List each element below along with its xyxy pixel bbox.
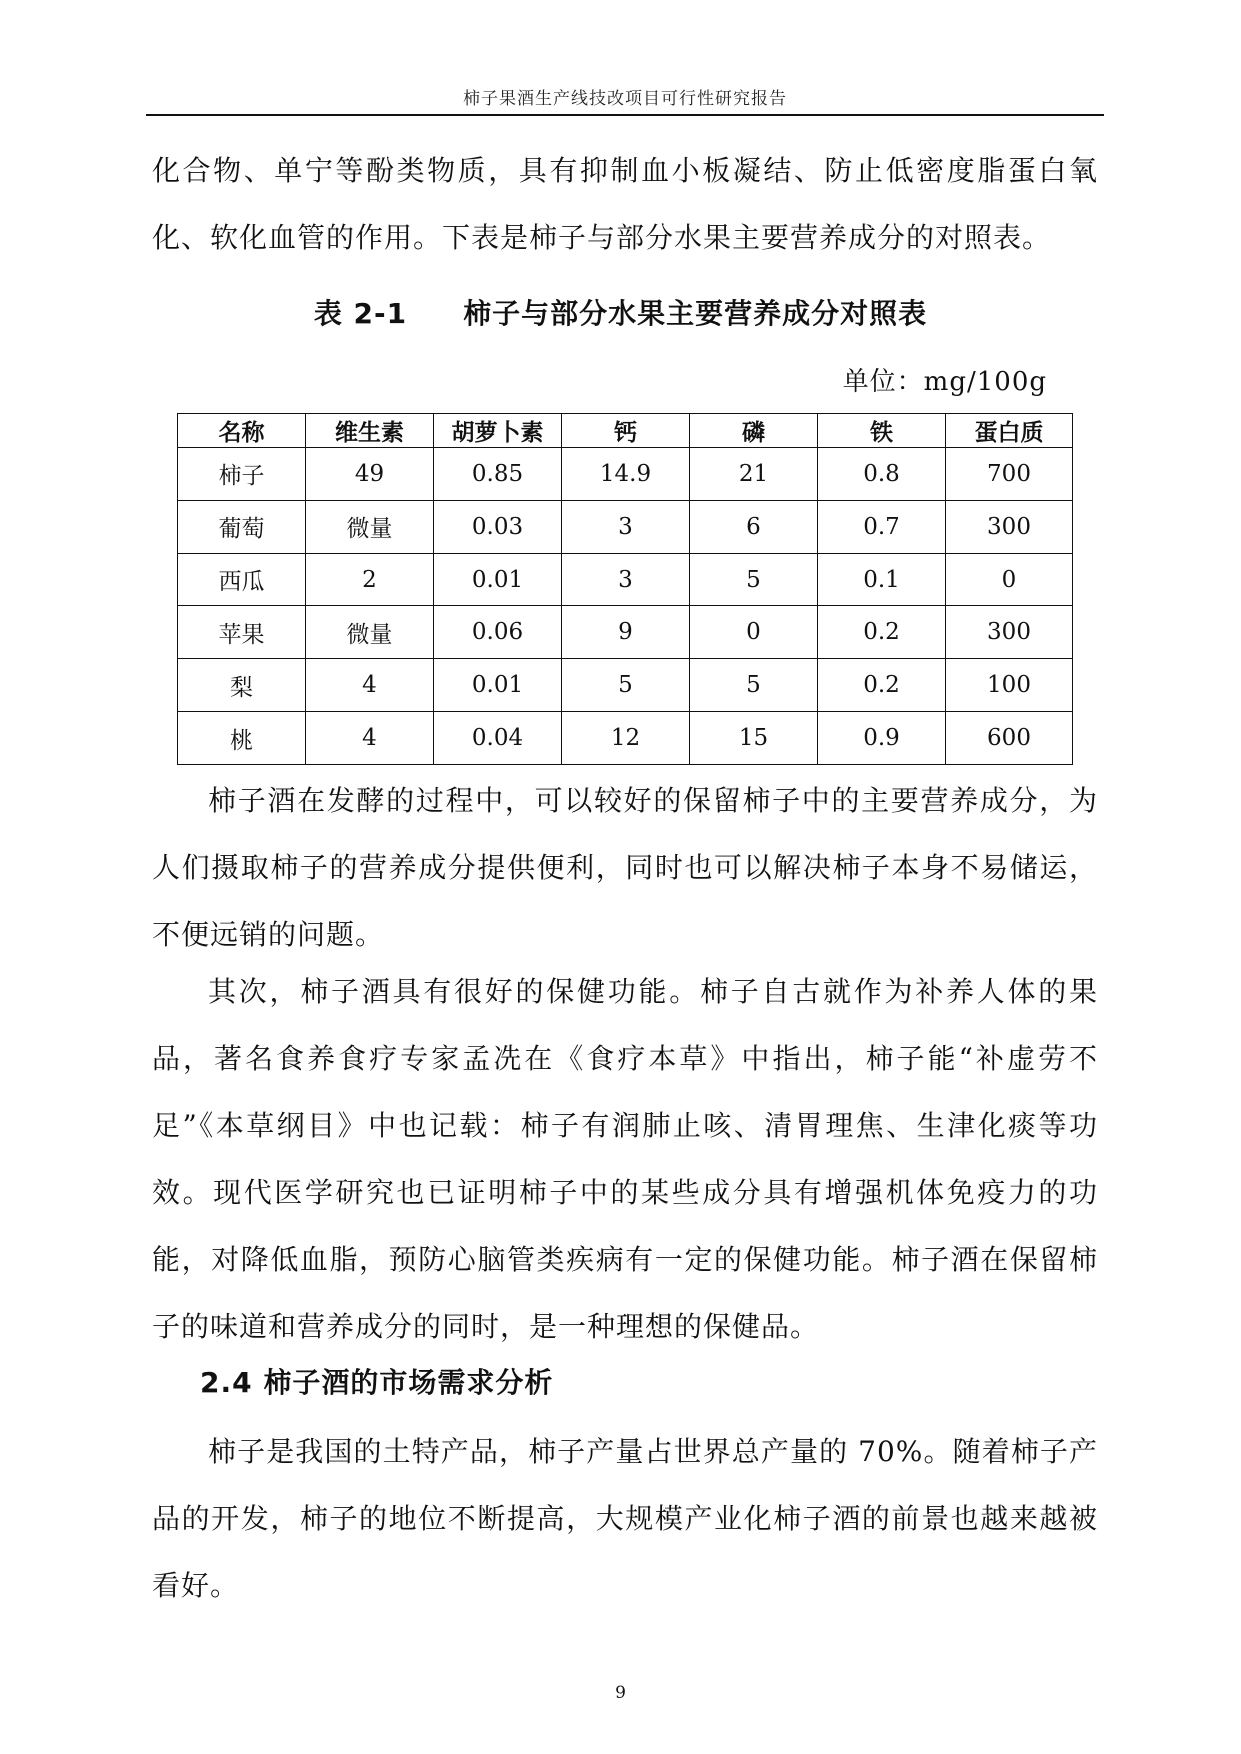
section-heading: 2.4 柿子酒的市场需求分析 [200, 1366, 554, 1399]
table-cell: 0.2 [818, 606, 946, 659]
header-carotene: 胡萝卜素 [434, 414, 562, 448]
paragraph-market-demand: 柿子是我国的土特产品，柿子产量占世界总产量的 70%。随着柿子产品的开发，柿子的地位不断提高，大规模产业化柿子酒的前景也越来越被看好。 [152, 1435, 1098, 1602]
table-cell: 柿子 [178, 448, 306, 501]
table-cell: 西瓜 [178, 553, 306, 606]
table-cell: 桃 [178, 712, 306, 765]
page-number: 9 [615, 1683, 626, 1703]
table-cell: 梨 [178, 659, 306, 712]
table-cell: 700 [946, 448, 1073, 501]
table-caption-title: 柿子与部分水果主要营养成分对照表 [463, 297, 928, 330]
table-cell: 0.04 [434, 712, 562, 765]
table-row [178, 448, 1073, 501]
table-cell: 6 [690, 500, 818, 553]
table-cell: 3 [562, 500, 690, 553]
table-cell: 5 [690, 659, 818, 712]
table-cell: 0 [690, 606, 818, 659]
table-cell: 0.7 [818, 500, 946, 553]
table-row [178, 659, 1073, 712]
paragraph-health-function: 其次，柿子酒具有很好的保健功能。柿子自古就作为补养人体的果品，著名食养食疗专家孟冼在《食疗本草》中指出，柿子能“补虚劳不足”《本草纲目》中也记载：柿子有润肺止咳、清胃理焦、生津化痰等功效。现代医学研究也已证明柿子中的某些成分具有增强机体免疫力的功能，对降低血脂，预防心脑管类疾病有一定的保健功能。柿子酒在保留柿子的味道和营养成分的同时，是一种理想的保健品。 [152, 975, 1098, 1343]
table-caption-number: 表 2-1 [313, 297, 408, 330]
table-cell: 4 [306, 712, 434, 765]
header-calcium: 钙 [562, 414, 690, 448]
table-cell: 0.8 [818, 448, 946, 501]
table-row [178, 712, 1073, 765]
header-vitamin: 维生素 [306, 414, 434, 448]
table-cell: 0.2 [818, 659, 946, 712]
table-cell: 微量 [306, 500, 434, 553]
table-cell: 0.06 [434, 606, 562, 659]
table-cell: 12 [562, 712, 690, 765]
table-cell: 0.85 [434, 448, 562, 501]
header-name: 名称 [178, 414, 306, 448]
header-protein: 蛋白质 [946, 414, 1073, 448]
table-cell: 49 [306, 448, 434, 501]
table-unit-label: 单位：mg/100g [842, 367, 1047, 397]
nutrition-table [177, 413, 1073, 765]
table-cell: 0.9 [818, 712, 946, 765]
table-cell: 葡萄 [178, 500, 306, 553]
table-cell: 14.9 [562, 448, 690, 501]
table-cell: 300 [946, 500, 1073, 553]
table-header-row [178, 414, 1073, 448]
table-row [178, 606, 1073, 659]
table-cell: 2 [306, 553, 434, 606]
table-cell: 0.1 [818, 553, 946, 606]
table-cell: 15 [690, 712, 818, 765]
running-header: 柿子果酒生产线技改项目可行性研究报告 [463, 89, 787, 109]
table-cell: 苹果 [178, 606, 306, 659]
table-row [178, 553, 1073, 606]
table-cell: 0 [946, 553, 1073, 606]
table-cell: 5 [562, 659, 690, 712]
table-cell: 0.03 [434, 500, 562, 553]
table-cell: 微量 [306, 606, 434, 659]
table-cell: 0.01 [434, 659, 562, 712]
header-phosphorus: 磷 [690, 414, 818, 448]
table-caption [0, 292, 1241, 332]
table-row [178, 500, 1073, 553]
table-cell: 3 [562, 553, 690, 606]
header-iron: 铁 [818, 414, 946, 448]
table-cell: 21 [690, 448, 818, 501]
paragraph-nutrition-retention: 柿子酒在发酵的过程中，可以较好的保留柿子中的主要营养成分，为人们摄取柿子的营养成分提供便利，同时也可以解决柿子本身不易储运，不便远销的问题。 [152, 784, 1098, 951]
paragraph-intro: 化合物、单宁等酚类物质，具有抑制血小板凝结、防止低密度脂蛋白氧化、软化血管的作用。下表是柿子与部分水果主要营养成分的对照表。 [152, 154, 1098, 254]
table-cell: 300 [946, 606, 1073, 659]
table-cell: 4 [306, 659, 434, 712]
table-cell: 0.01 [434, 553, 562, 606]
header-rule [146, 114, 1104, 116]
table-cell: 9 [562, 606, 690, 659]
table-cell: 100 [946, 659, 1073, 712]
table-cell: 5 [690, 553, 818, 606]
table-cell: 600 [946, 712, 1073, 765]
